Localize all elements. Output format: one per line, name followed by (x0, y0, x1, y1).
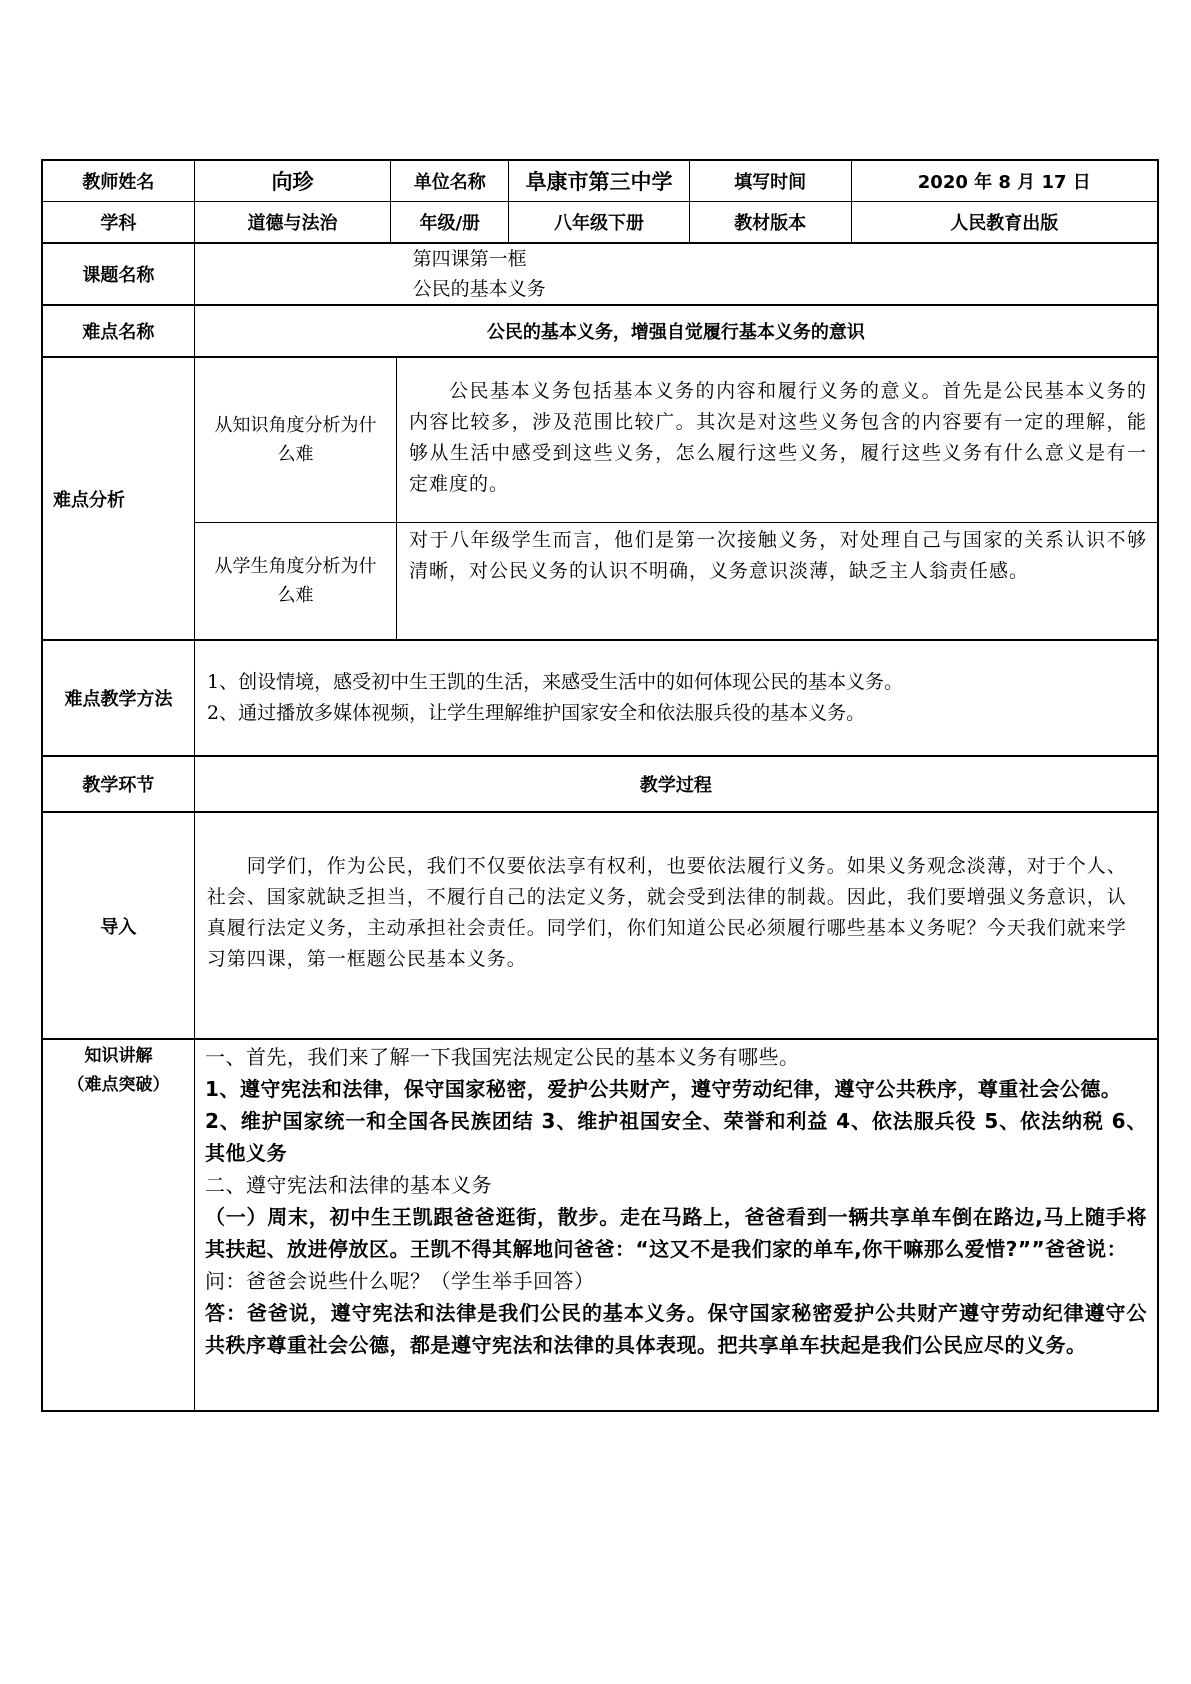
student-angle-label: 从学生角度分析为什么难 (214, 556, 377, 606)
knowledge-line-5: （一）周末，初中生王凯跟爸爸逛街，散步。走在马路上，爸爸看到一辆共享单车倒在路边,马上随手将其扶起、放进停放区。王凯不得其解地问爸爸：“这又不是我们家的单车,你干嘛那么爱惜?””爸爸说： (205, 1205, 1147, 1261)
topic-line-1: 第四课第一框 (412, 248, 527, 270)
knowledge-row (43, 1038, 1157, 1410)
topic-value (194, 244, 1157, 304)
analysis-row (43, 356, 1157, 639)
grade-label: 年级/册 (390, 202, 508, 242)
difficulty-row (43, 304, 1157, 356)
lesson-plan-table (41, 159, 1159, 1412)
difficulty-label: 难点名称 (82, 322, 155, 343)
teacher-name: 向珍 (194, 161, 391, 201)
knowledge-angle-label: 从知识角度分析为什么难 (214, 415, 377, 465)
knowledge-angle-row (195, 358, 1157, 522)
method-list (194, 641, 1157, 755)
intro-text: 同学们，作为公民，我们不仅要依法享有权利，也要依法履行义务。如果义务观念淡薄，对于个人、社会、国家就缺乏担当，不履行自己的法定义务，就会受到法律的制裁。因此，我们要增强义务意识，认真履行法定义务，主动承担社会责任。同学们，你们知道公民必须履行哪些基本义务呢？今天我们就来学习第四课，第一框题公民基本义务。 (194, 813, 1157, 1038)
unit-name: 阜康市第三中学 (508, 161, 689, 201)
difficulty-value: 公民的基本义务，增强自觉履行基本义务的意识 (194, 306, 1157, 356)
analysis-subtable (194, 358, 1157, 639)
knowledge-angle-text: 公民基本义务包括基本义务的内容和履行义务的意义。首先是公民基本义务的内容比较多，涉及范围比较广。其次是对这些义务包含的内容要有一定的理解，能够从生活中感受到这些义务，怎么履行这些义务，履行这些义务有什么意义是有一定难度的。 (396, 358, 1157, 522)
process-header-row (43, 755, 1157, 811)
method-item-1: 1、创设情境，感受初中生王凯的生活，来感受生活中的如何体现公民的基本义务。 (207, 671, 904, 693)
method-row (43, 639, 1157, 755)
edition-label: 教材版本 (689, 202, 851, 242)
knowledge-label (43, 1040, 194, 1410)
topic-label: 课题名称 (82, 265, 155, 286)
header-row-2 (43, 201, 1157, 242)
process-label: 教学环节 (82, 775, 155, 796)
analysis-label: 难点分析 (53, 489, 125, 511)
topic-line-2: 公民的基本义务 (412, 278, 546, 300)
method-item-2: 2、通过播放多媒体视频，让学生理解维护国家安全和依法服兵役的基本义务。 (207, 702, 866, 724)
knowledge-line-1: 一、首先，我们来了解一下我国宪法规定公民的基本义务有哪些。 (205, 1045, 800, 1069)
student-angle-row (195, 522, 1157, 639)
header-row-1 (43, 161, 1157, 201)
method-label: 难点教学方法 (64, 689, 173, 710)
process-value: 教学过程 (194, 757, 1157, 811)
subject-label: 学科 (100, 213, 137, 234)
subject-value: 道德与法治 (194, 202, 391, 242)
knowledge-content (194, 1040, 1157, 1410)
knowledge-line-4: 二、遵守宪法和法律的基本义务 (205, 1173, 492, 1197)
knowledge-line-2: 1、遵守宪法和法律，保守国家秘密，爱护公共财产，遵守劳动纪律，遵守公共秩序，尊重社会公德。 (205, 1077, 1122, 1101)
student-angle-text: 对于八年级学生而言，他们是第一次接触义务，对处理自己与国家的关系认识不够清晰，对公民义务的认识不明确，义务意识淡薄，缺乏主人翁责任感。 (396, 523, 1157, 639)
topic-row (43, 242, 1157, 304)
knowledge-line-6: 问：爸爸会说些什么呢？（学生举手回答） (205, 1269, 595, 1293)
knowledge-line-7: 答：爸爸说，遵守宪法和法律是我们公民的基本义务。保守国家秘密爱护公共财产遵守劳动纪律遵守公共秩序尊重社会公德，都是遵守宪法和法律的具体表现。把共享单车扶起是我们公民应尽的义务。 (205, 1301, 1147, 1357)
knowledge-label-line-2: （难点突破） (67, 1075, 170, 1095)
date-label: 填写时间 (689, 161, 851, 201)
teacher-label: 教师姓名 (82, 172, 155, 193)
knowledge-label-line-1: 知识讲解 (84, 1046, 153, 1066)
intro-row (43, 811, 1157, 1038)
intro-label: 导入 (100, 916, 137, 938)
date-value: 2020 年 8 月 17 日 (851, 161, 1157, 201)
unit-label: 单位名称 (390, 161, 508, 201)
knowledge-line-3: 2、维护国家统一和全国各民族团结 3、维护祖国安全、荣誉和利益 4、依法服兵役 5、依法纳税 6、其他义务 (205, 1109, 1147, 1165)
grade-value: 八年级下册 (508, 202, 689, 242)
edition-value: 人民教育出版 (851, 202, 1157, 242)
